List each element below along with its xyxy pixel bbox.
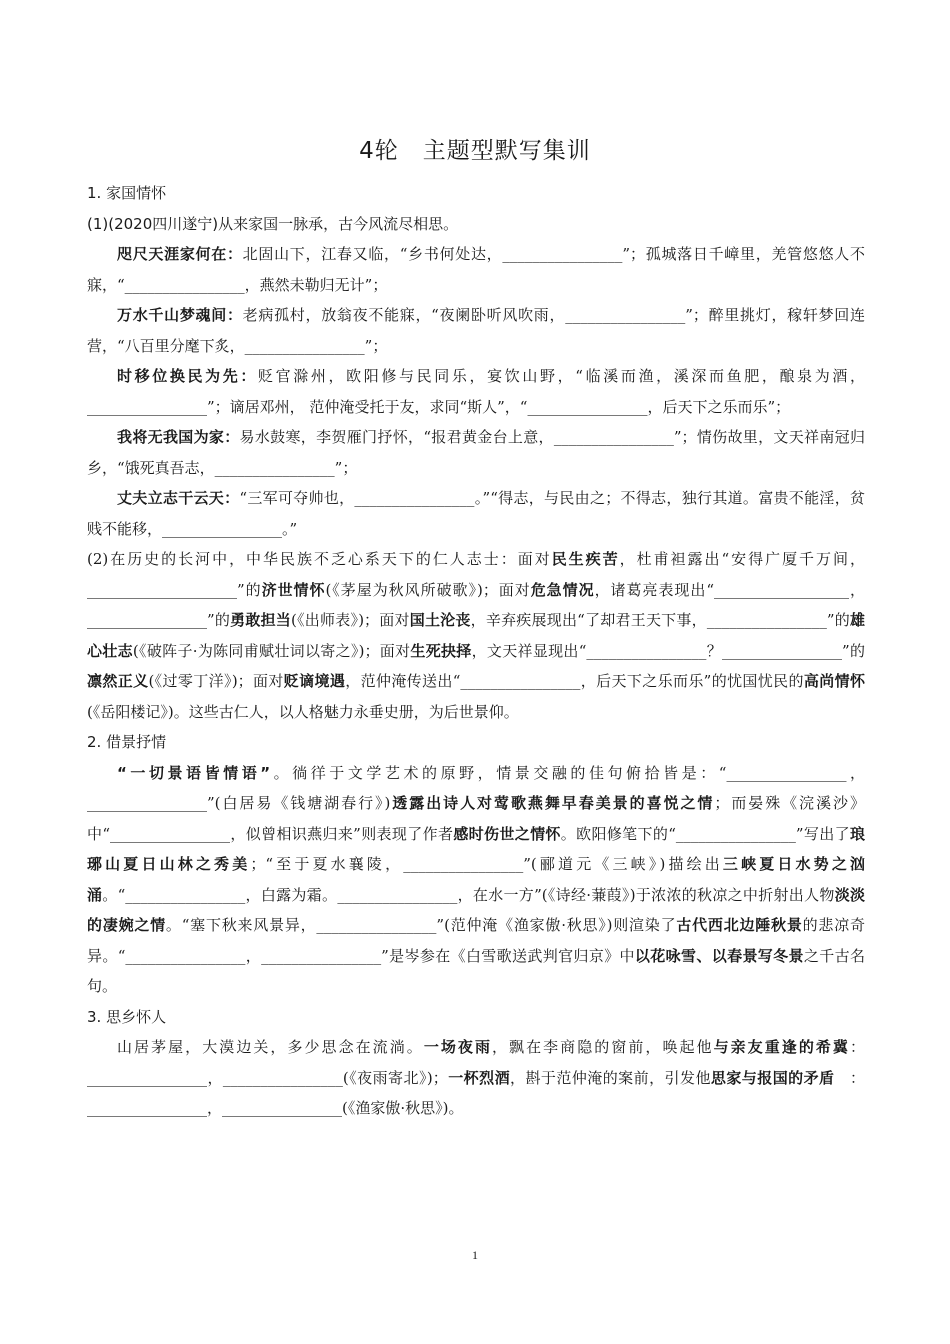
q1-paragraph-4 (87, 422, 865, 483)
s2-text-6: 。“塞下秋来风景异，________________”(范仲淹《渔家傲·秋思》)则渲染了 (165, 916, 677, 934)
s2-text-5: 。“________________，白露为霜。________________，在水一方”(《诗经·蒹葭》)于浓浓的秋凉之中折射出人物 (102, 885, 835, 904)
q1-p1-text: 北固山下，江春又临，“乡书何处达，________________”；孤城落日千嶂里，羌管悠悠人不寐，“________________，燕然未勒归无计”； (87, 245, 865, 294)
q2-bold-3: 危急情况 (530, 580, 595, 599)
q2-text-11: (《岳阳楼记》)。这些古仁人，以人格魅力永垂史册，为后世景仰。 (87, 702, 519, 721)
question-2-paragraph (87, 544, 865, 727)
q1-paragraph-3 (87, 361, 865, 422)
q2-bold-10: 高尚情怀 (803, 672, 865, 690)
s3-text-4: ，斟于范仲淹的案前，引发他 (510, 1068, 711, 1087)
q2-text-10: ，范仲淹传送出“________________，后天下之乐而乐”的忧国忧民的 (345, 672, 804, 690)
s2-text-8: 之千古名句。 (87, 946, 865, 995)
q2-bold-2: 济世情怀 (261, 580, 326, 599)
q2-bold-9: 贬谪境遇 (283, 672, 346, 690)
q2-text-1: (2)在历史的长河中，中华民族不乏心系天下的仁人志士：面对 (87, 550, 552, 568)
q1-p5-heading: 丈夫立志干云天： (117, 489, 240, 507)
q1-p2-text: 老病孤村，放翁夜不能寐，“夜阑卧听风吹雨，________________”；醉里挑灯，稼轩梦回连营，“八百里分麾下炙，________________”； (87, 306, 865, 355)
s2-text-2: ；而晏殊《浣溪沙》中“________________，似曾相识燕归来”则表现了作者 (87, 794, 865, 843)
s2-bold-4: 三峡夏日水势之汹涌 (87, 855, 865, 904)
s2-bold-2: 感时伤世之情怀 (453, 824, 561, 843)
q2-text-6: ，辛弃疾展现出“了却君王天下事，________________”的 (470, 611, 850, 629)
s3-text-2: ，飘在李商隐的窗前，唤起他 (492, 1038, 714, 1056)
q2-bold-7: 生死抉择 (410, 641, 472, 660)
s2-text-3: 。欧阳修笔下的“________________”写出了 (560, 824, 850, 843)
section-2-paragraph (87, 758, 865, 1002)
q1-p4-text: 易水鼓寒，李贺雁门抒怀，“报君黄金台上意，________________”；情伤故里，文天祥南冠归乡，“饿死真吾志，________________”； (87, 428, 865, 477)
s3-bold-3: 一杯烈酒 (447, 1068, 511, 1087)
question-1-label: (1)(2020四川遂宁)从来家国一脉承，古今风流尽相思。 (87, 214, 459, 233)
q2-text-3: (《茅屋为秋风所破歌》)；面对 (325, 580, 531, 599)
s2-text-4: ；“至于夏水襄陵，________________”(郦道元《三峡》)描绘出 (250, 855, 723, 873)
q1-paragraph-2 (87, 300, 865, 361)
q2-bold-4: 勇敢担当 (230, 611, 292, 629)
s3-text-3: ：________________，________________(《夜雨寄北》)； (87, 1038, 865, 1087)
page-title: 4轮 主题型默写集训 (359, 138, 591, 164)
s2-text-7: 的悲凉奇异。“________________，________________”是岑参在《白雪歌送武判官归京》中 (87, 916, 865, 965)
q1-p3-text: 贬官滁州，欧阳修与民同乐，宴饮山野，“临溪而渔，溪深而鱼肥，酿泉为酒，________________”；谪居邓州， 范仲淹受托于友，求同“斯人”，“________________，后天下之乐而乐”； (87, 367, 865, 416)
page-number: 1 (472, 1248, 478, 1262)
s2-bold-5: 淡淡的凄婉之情 (87, 885, 865, 934)
s3-bold-4: 思家与报国的矛盾 (710, 1068, 835, 1087)
section-1-heading: 1. 家国情怀 (87, 184, 167, 202)
q1-p3-heading: 时移位换民为先： (117, 367, 259, 385)
s3-bold-2: 与亲友重逢的希冀 (713, 1038, 850, 1056)
s2-bold-6: 古代西北边陲秋景 (676, 916, 803, 934)
q2-text-2: ，杜甫袒露出“安得广厦千万间，____________________”的 (87, 550, 865, 599)
s3-text-1: 山居茅屋，大漠边关，多少思念在流淌。 (117, 1038, 424, 1056)
q1-p4-heading: 我将无我国为家： (117, 428, 240, 446)
q2-text-5: (《出师表》)；面对 (291, 611, 410, 629)
q2-text-4: ，诸葛亮表现出“__________________，________________”的 (87, 580, 865, 629)
s2-bold-1: 透露出诗人对莺歌燕舞早春美景的喜悦之情 (390, 794, 715, 812)
s2-bold-0: “一切景语皆情语” (117, 763, 271, 782)
section-3-heading: 3. 思乡怀人 (87, 1007, 167, 1026)
s3-bold-1: 一场夜雨 (423, 1038, 492, 1056)
q1-p5-text: “三军可夺帅也，________________。”“得志，与民由之；不得志，独行其道。富贵不能淫，贫贱不能移，________________。” (87, 489, 865, 538)
q2-bold-1: 民生疾苦 (551, 550, 620, 568)
q1-paragraph-5 (87, 483, 865, 544)
q2-text-9: (《过零丁洋》)；面对 (148, 672, 284, 690)
q2-text-7: (《破阵子·为陈同甫赋壮词以寄之》)；面对 (132, 641, 411, 660)
section-3-paragraph-a (87, 1032, 865, 1124)
document-body (87, 178, 865, 1124)
q1-paragraph-1 (87, 239, 865, 300)
q1-p1-heading: 咫尺天涯家何在： (117, 245, 243, 263)
q2-bold-6: 雄心壮志 (87, 611, 865, 660)
s2-bold-3: 琅琊山夏日山林之秀美 (87, 824, 865, 873)
q2-bold-5: 国土沦丧 (409, 611, 471, 629)
q2-bold-8: 凛然正义 (87, 672, 149, 690)
s2-text-1: 。徜徉于文学艺术的原野，情景交融的佳句俯拾皆是：“________________，________________”(白居易《钱塘湖春行》) (87, 763, 866, 812)
s2-bold-7: 以花咏雪、以春景写冬景 (634, 946, 804, 965)
q1-p2-heading: 万水千山梦魂间： (117, 306, 243, 324)
s3-text-5: ：________________，________________(《渔家傲·秋思》)。 (87, 1068, 865, 1117)
q2-text-8: ，文天祥显现出“________________？________________”的 (471, 641, 865, 660)
section-2-heading: 2. 借景抒情 (87, 733, 167, 751)
